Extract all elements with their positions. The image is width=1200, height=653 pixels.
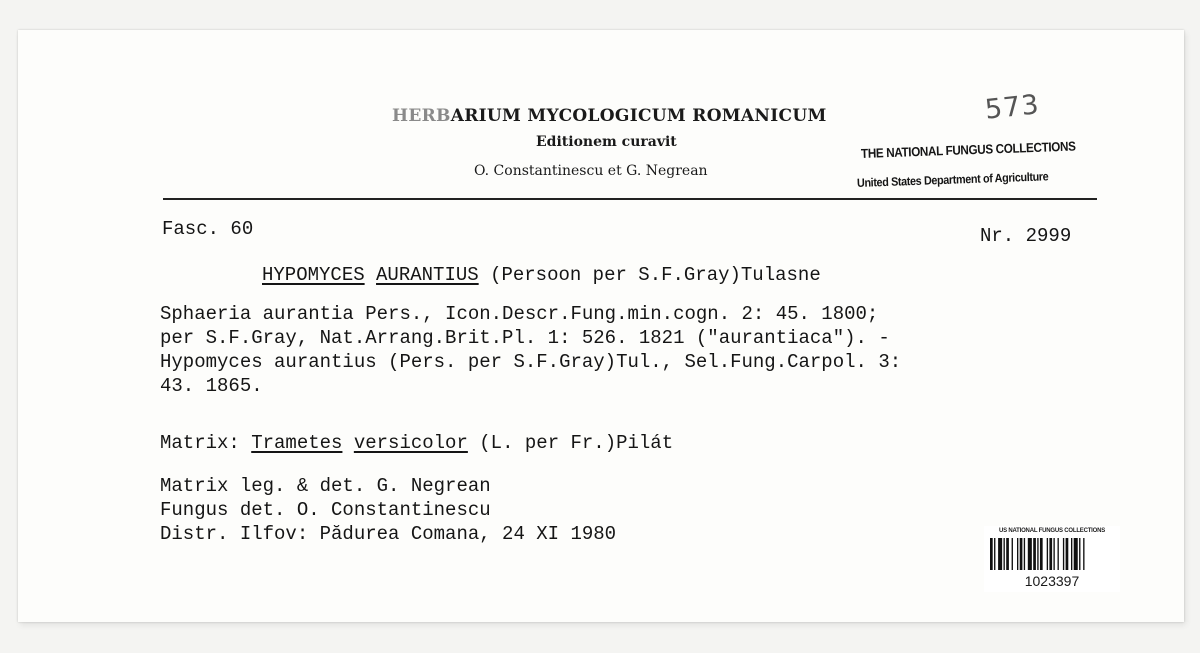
- species-name: [262, 264, 821, 286]
- synonymy-line: Sphaeria aurantia Pers., Icon.Descr.Fung.min.cogn. 2: 45. 1800;: [160, 303, 879, 325]
- barcode-label: [984, 526, 1120, 592]
- matrix-epithet: versicolor: [353, 432, 468, 454]
- barcode-icon: [990, 538, 1114, 570]
- synonymy-line: 43. 1865.: [160, 375, 263, 397]
- divider-rule: [163, 198, 1097, 200]
- stamp-line-1: THE NATIONAL FUNGUS COLLECTIONS: [860, 138, 1076, 161]
- matrix-line: [160, 432, 673, 454]
- herbarium-title: [392, 106, 827, 126]
- handwritten-number: 573: [983, 89, 1042, 126]
- matrix-genus: Trametes: [251, 432, 343, 454]
- collector-line: Fungus det. O. Constantinescu: [160, 499, 491, 521]
- collector-line: Matrix leg. & det. G. Negrean: [160, 475, 491, 497]
- collector-line: Distr. Ilfov: Pădurea Comana, 24 XI 1980: [160, 523, 617, 545]
- barcode-header: US NATIONAL FUNGUS COLLECTIONS: [998, 528, 1106, 534]
- exsiccata-number: Nr. 2999: [980, 225, 1072, 247]
- synonymy-line: per S.F.Gray, Nat.Arrang.Brit.Pl. 1: 526. 1821 ("aurantiaca"). -: [160, 327, 890, 349]
- matrix-prefix: Matrix:: [160, 432, 252, 454]
- collector-block: [160, 474, 616, 546]
- species-epithet: AURANTIUS: [376, 264, 479, 286]
- synonymy-block: [160, 302, 901, 398]
- stamp-line-2: United States Department of Agriculture: [856, 169, 1049, 190]
- barcode-number: 1023397: [1024, 573, 1080, 589]
- synonymy-line: Hypomyces aurantius (Pers. per S.F.Gray)Tul., Sel.Fung.Carpol. 3:: [160, 351, 902, 373]
- editionem-line: Editionem curavit: [536, 134, 677, 150]
- herbarium-title-faded: HERB: [392, 106, 451, 126]
- editors-line: O. Constantinescu et G. Negrean: [474, 163, 708, 179]
- matrix-authority: (L. per Fr.)Pilát: [467, 432, 674, 454]
- species-authority: (Persoon per S.F.Gray)Tulasne: [490, 264, 821, 286]
- herbarium-title-rest: ARIUM MYCOLOGICUM ROMANICUM: [450, 106, 827, 126]
- species-genus: HYPOMYCES: [262, 264, 365, 286]
- fascicle-number: Fasc. 60: [162, 218, 254, 240]
